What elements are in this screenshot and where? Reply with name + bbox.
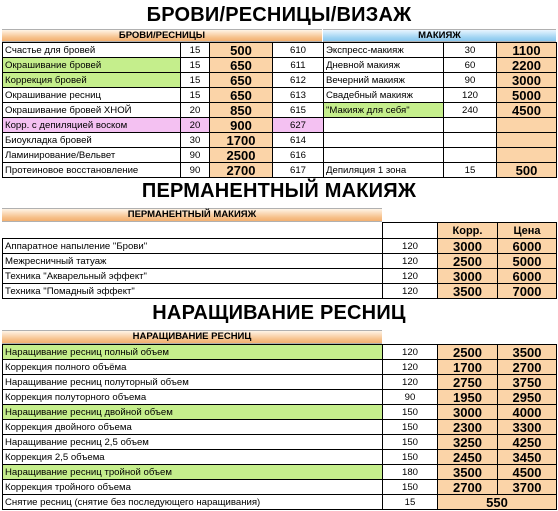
service-price: 2700: [210, 163, 273, 178]
service-price: 2700: [498, 360, 557, 375]
service-name: Вечерний макияж: [324, 73, 444, 88]
service-name: [324, 148, 444, 163]
permanent-table: [2, 222, 557, 299]
table-row: [3, 118, 324, 133]
service-price: 500: [497, 163, 557, 178]
service-name: Биоукладка бровей: [3, 133, 181, 148]
correction-price: 3250: [438, 435, 498, 450]
service-duration: 120: [383, 269, 438, 284]
service-duration: 15: [383, 495, 438, 510]
service-name: Дневной макияж: [324, 58, 444, 73]
makeup-table: [323, 42, 557, 178]
service-duration: 90: [181, 148, 210, 163]
table-row: [3, 148, 324, 163]
service-duration: [444, 133, 497, 148]
table-row: [324, 73, 557, 88]
service-duration: 180: [383, 465, 438, 480]
service-price: 650: [210, 88, 273, 103]
table-row: [324, 133, 557, 148]
service-price: 1100: [497, 43, 557, 58]
service-price: 3750: [498, 375, 557, 390]
service-price: 4000: [498, 405, 557, 420]
service-name: Снятие ресниц (снятие без последующего наращивания): [3, 495, 383, 510]
service-duration: 150: [383, 450, 438, 465]
service-name: Коррекция тройного объема: [3, 480, 383, 495]
service-duration: 150: [383, 435, 438, 450]
correction-price: 3000: [438, 239, 498, 254]
service-price: 4500: [497, 103, 557, 118]
service-name: Наращивание ресниц полуторный объем: [3, 375, 383, 390]
service-duration: [444, 148, 497, 163]
service-price: 3500: [498, 345, 557, 360]
service-duration: 120: [383, 345, 438, 360]
service-price: 1700: [210, 133, 273, 148]
service-price: 500: [210, 43, 273, 58]
service-code: 613: [273, 88, 324, 103]
correction-price: 2300: [438, 420, 498, 435]
service-name: Окрашивание ресниц: [3, 88, 181, 103]
service-name: [324, 133, 444, 148]
service-price: 2500: [210, 148, 273, 163]
service-price: 2200: [497, 58, 557, 73]
section-title-permanent: ПЕРМАНЕНТНЫЙ МАКИЯЖ: [141, 180, 417, 202]
section-title-lashes: НАРАЩИВАНИЕ РЕСНИЦ: [152, 302, 406, 324]
service-price: 550: [438, 495, 557, 510]
table-row: [3, 465, 557, 480]
table-row: [3, 480, 557, 495]
table-row: [324, 118, 557, 133]
service-name: Окрашивание бровей: [3, 58, 181, 73]
table-row: [3, 345, 557, 360]
correction-price: 1950: [438, 390, 498, 405]
table-row: [3, 269, 557, 284]
service-price: 6000: [498, 269, 557, 284]
service-price: 900: [210, 118, 273, 133]
table-row: [3, 284, 557, 299]
service-duration: 120: [383, 239, 438, 254]
permanent-header-blank: [3, 223, 383, 239]
service-price: 3450: [498, 450, 557, 465]
service-name: Экспресс-макияж: [324, 43, 444, 58]
correction-price: 1700: [438, 360, 498, 375]
service-name: Коррекция 2,5 объема: [3, 450, 383, 465]
table-row: [324, 148, 557, 163]
service-duration: 20: [181, 118, 210, 133]
service-duration: 60: [444, 58, 497, 73]
service-price: [497, 148, 557, 163]
service-duration: 30: [181, 133, 210, 148]
service-duration: 120: [383, 254, 438, 269]
service-name: Коррекция бровей: [3, 73, 181, 88]
service-duration: 240: [444, 103, 497, 118]
brows-table: [2, 42, 324, 178]
service-duration: 90: [181, 163, 210, 178]
service-price: 5000: [497, 88, 557, 103]
correction-price: 2500: [438, 345, 498, 360]
service-code: 616: [273, 148, 324, 163]
service-name: Аппаратное напыление "Брови": [3, 239, 383, 254]
service-name: Счастье для бровей: [3, 43, 181, 58]
table-row: [324, 88, 557, 103]
service-duration: 150: [383, 405, 438, 420]
makeup-header-bar: МАКИЯЖ: [323, 29, 556, 42]
table-row: [324, 43, 557, 58]
table-row: [3, 88, 324, 103]
service-name: Межресничный татуаж: [3, 254, 383, 269]
table-row: [3, 405, 557, 420]
service-name: Наращивание ресниц тройной объем: [3, 465, 383, 480]
service-duration: 120: [383, 284, 438, 299]
service-duration: 120: [383, 360, 438, 375]
table-row: [3, 254, 557, 269]
service-price: 3700: [498, 480, 557, 495]
table-row: [324, 163, 557, 178]
service-duration: 20: [181, 103, 210, 118]
correction-price: 3500: [438, 284, 498, 299]
service-code: 611: [273, 58, 324, 73]
service-name: Коррекция полуторного объема: [3, 390, 383, 405]
table-row: [324, 58, 557, 73]
correction-price: 3000: [438, 405, 498, 420]
table-row: [3, 360, 557, 375]
service-code: 610: [273, 43, 324, 58]
service-name: Техника "Акварельный эффект": [3, 269, 383, 284]
service-name: Техника "Помадный эффект": [3, 284, 383, 299]
service-name: Коррекция двойного объема: [3, 420, 383, 435]
service-name: Наращивание ресниц двойной объем: [3, 405, 383, 420]
correction-price: 2500: [438, 254, 498, 269]
lashes-header-bar: НАРАЩИВАНИЕ РЕСНИЦ: [2, 330, 382, 344]
permanent-header-dur-blank: [383, 223, 438, 239]
correction-price: 2750: [438, 375, 498, 390]
table-row: [3, 163, 324, 178]
service-price: 3000: [497, 73, 557, 88]
correction-price: 2450: [438, 450, 498, 465]
service-duration: 120: [444, 88, 497, 103]
service-name: [324, 118, 444, 133]
table-row: [3, 239, 557, 254]
service-duration: 90: [444, 73, 497, 88]
service-duration: 90: [383, 390, 438, 405]
service-name: Свадебный макияж: [324, 88, 444, 103]
service-name: "Макияж для себя": [324, 103, 444, 118]
table-row: [3, 133, 324, 148]
section-title-brows: БРОВИ/РЕСНИЦЫ/ВИЗАЖ: [146, 4, 412, 26]
service-price: 650: [210, 58, 273, 73]
table-row: [3, 103, 324, 118]
service-duration: 120: [383, 375, 438, 390]
service-price: 5000: [498, 254, 557, 269]
service-price: 2950: [498, 390, 557, 405]
service-duration: 15: [181, 58, 210, 73]
service-duration: 150: [383, 480, 438, 495]
service-duration: 30: [444, 43, 497, 58]
service-price: 4250: [498, 435, 557, 450]
service-name: Коррекция полного объёма: [3, 360, 383, 375]
service-price: 3300: [498, 420, 557, 435]
service-price: 850: [210, 103, 273, 118]
permanent-header-bar: ПЕРМАНЕНТНЫЙ МАКИЯЖ: [2, 208, 382, 222]
table-row: [3, 43, 324, 58]
service-price: 7000: [498, 284, 557, 299]
table-row: [3, 420, 557, 435]
service-price: 4500: [498, 465, 557, 480]
table-row: [3, 73, 324, 88]
service-name: Депиляция 1 зона: [324, 163, 444, 178]
brows-header-bar: БРОВИ/РЕСНИЦЫ: [2, 29, 322, 42]
service-name: Наращивание ресниц 2,5 объем: [3, 435, 383, 450]
table-row: [3, 390, 557, 405]
service-duration: 15: [181, 43, 210, 58]
service-price: 6000: [498, 239, 557, 254]
service-code: 615: [273, 103, 324, 118]
service-name: Окрашивание бровей ХНОЙ: [3, 103, 181, 118]
service-name: Корр. с депиляцией воском: [3, 118, 181, 133]
service-duration: [444, 118, 497, 133]
service-price: [497, 118, 557, 133]
service-price: [497, 133, 557, 148]
service-code: 627: [273, 118, 324, 133]
table-row: [3, 495, 557, 510]
lashes-table: [2, 344, 557, 510]
table-row: [3, 375, 557, 390]
service-duration: 150: [383, 420, 438, 435]
service-code: 612: [273, 73, 324, 88]
table-row: [3, 450, 557, 465]
service-duration: 15: [444, 163, 497, 178]
price-column-header: Цена: [498, 223, 557, 239]
service-price: 650: [210, 73, 273, 88]
service-duration: 15: [181, 73, 210, 88]
service-name: Ламинирование/Вельвет: [3, 148, 181, 163]
correction-price: 3000: [438, 269, 498, 284]
table-row: [3, 58, 324, 73]
service-code: 617: [273, 163, 324, 178]
correction-price: 2700: [438, 480, 498, 495]
table-row: [324, 103, 557, 118]
correction-price: 3500: [438, 465, 498, 480]
service-duration: 15: [181, 88, 210, 103]
service-name: Наращивание ресниц полный объем: [3, 345, 383, 360]
corr-column-header: Корр.: [438, 223, 498, 239]
table-row: [3, 435, 557, 450]
service-name: Протеиновое восстановление: [3, 163, 181, 178]
service-code: 614: [273, 133, 324, 148]
